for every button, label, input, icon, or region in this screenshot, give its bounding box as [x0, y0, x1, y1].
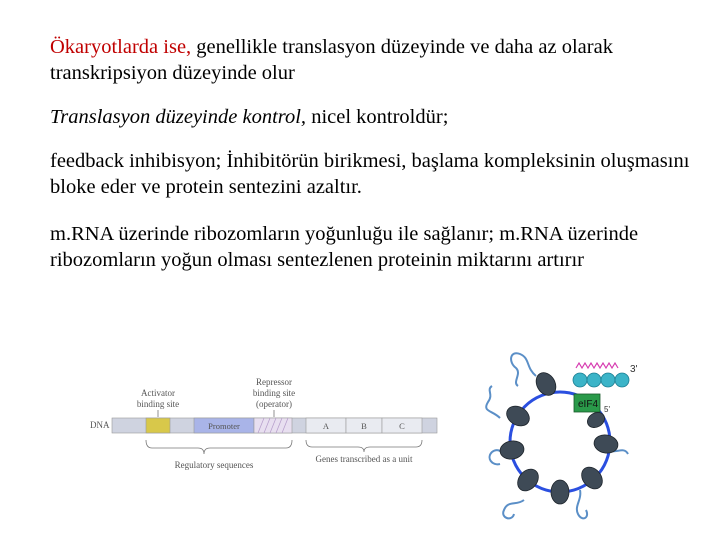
regulatory-bracket	[146, 440, 292, 454]
dna-label: DNA	[90, 420, 110, 430]
regulatory-label: Regulatory sequences	[174, 460, 254, 470]
activator-label-line1: Activator	[141, 388, 175, 398]
operon-diagram	[88, 378, 448, 476]
five-prime-label: 5'	[604, 405, 610, 414]
paragraph-translation-control	[50, 104, 690, 130]
paragraph-ribosome-density: m.RNA üzerinde ribozomların yoğunluğu ile sağlanır; m.RNA üzerinde ribozomların yoğun olması sentezlenen proteinin miktarını artırır	[50, 223, 639, 271]
polysome-diagram	[478, 340, 648, 530]
genes-unit-label: Genes transcribed as a unit	[315, 454, 413, 464]
ribosomes	[499, 369, 620, 504]
paragraph-feedback: feedback inhibisyon; İnhibitörün birikmesi, başlama kompleksinin oluşmasını bloke eder ve protein sentezini azaltır.	[50, 150, 690, 198]
italic-heading: Translasyon düzeyinde kontrol,	[50, 106, 307, 128]
genes-bracket	[306, 440, 422, 452]
repressor-label-line3: (operator)	[256, 399, 292, 409]
highlight-text: Ökaryotlarda ise,	[50, 36, 192, 58]
promoter-label: Promoter	[208, 421, 240, 431]
gene-b-label: B	[361, 421, 367, 431]
paragraph-text: genellikle translasyon düzeyinde ve daha az olarak transkripsiyon düzeyinde olur	[50, 36, 613, 84]
activator-site	[146, 418, 170, 433]
paragraph-eukaryote	[50, 34, 690, 86]
activator-label-line2: binding site	[136, 399, 180, 409]
three-prime-label: 3'	[630, 364, 638, 375]
repressor-label-line2: binding site	[252, 388, 296, 398]
eif4-label: eIF4	[578, 399, 599, 410]
repressor-label-line1: Repressor	[256, 378, 292, 387]
poly-a-tail	[576, 363, 618, 368]
pabp-proteins	[573, 373, 629, 387]
paragraph-text: nicel kontroldür;	[306, 106, 449, 128]
gene-a-label: A	[322, 421, 330, 431]
gene-c-label: C	[399, 421, 405, 431]
